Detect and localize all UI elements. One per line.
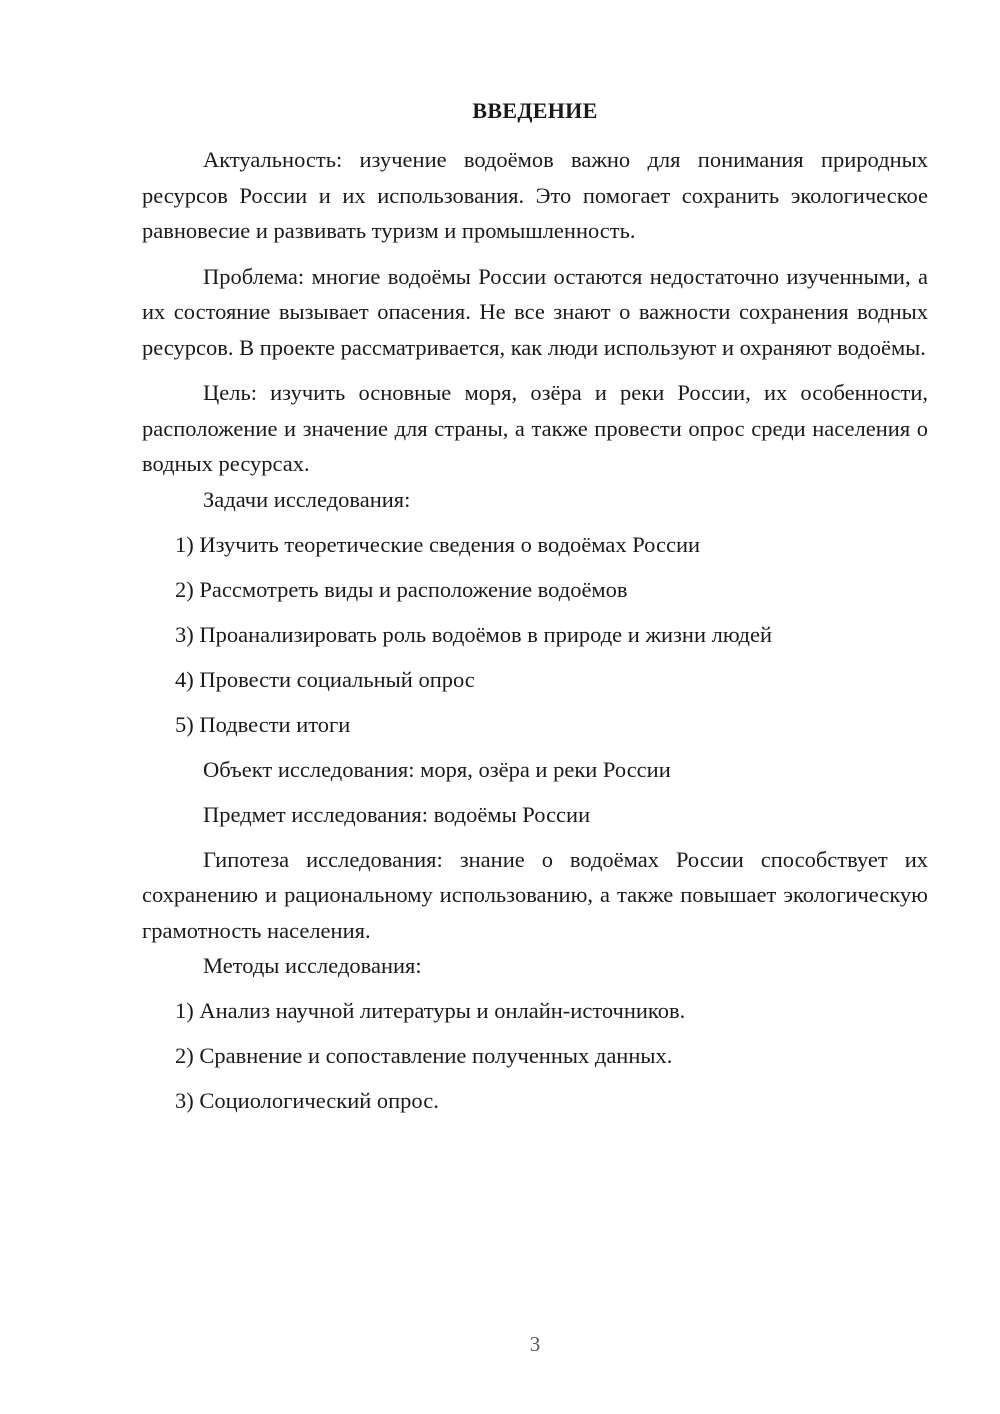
task-item-2: 2) Рассмотреть виды и расположение водоёмов bbox=[175, 576, 628, 602]
task-item-5: 5) Подвести итоги bbox=[175, 711, 351, 737]
section-body bbox=[142, 142, 928, 1118]
method-item-2: 2) Сравнение и сопоставление полученных данных. bbox=[175, 1043, 673, 1068]
task-item-1: 1) Изучить теоретические сведения о водоёмах России bbox=[175, 531, 701, 557]
research-object: Объект исследования: моря, озёра и реки России bbox=[203, 756, 671, 782]
page-number-text: 3 bbox=[529, 1332, 541, 1356]
tasks-heading: Задачи исследования: bbox=[203, 486, 411, 512]
method-item-1: 1) Анализ научной литературы и онлайн-источников. bbox=[175, 998, 686, 1023]
section-title: ВВЕДЕНИЕ bbox=[472, 98, 598, 123]
task-item-3: 3) Проанализировать роль водоёмов в природе и жизни людей bbox=[175, 621, 772, 647]
page-number bbox=[142, 1332, 928, 1357]
goal-paragraph: Цель: изучить основные моря, озёра и реки России, их особенности, расположение и значение для страны, а также провести опрос среди населения о водных ресурсах. bbox=[142, 380, 928, 476]
document-page bbox=[142, 0, 928, 1414]
research-subject: Предмет исследования: водоёмы России bbox=[203, 801, 591, 827]
problem-paragraph: Проблема: многие водоёмы России остаются недостаточно изученными, а их состояние вызывает опасения. Не все знают о важности сохранения водных ресурсов. В проекте рассматривается, как люди используют и охраняют водоёмы. bbox=[142, 263, 928, 360]
task-item-4: 4) Провести социальный опрос bbox=[175, 666, 475, 692]
hypothesis-paragraph: Гипотеза исследования: знание о водоёмах России способствует их сохранению и рациональному использованию, а также повышает экологическую грамотность населения. bbox=[142, 846, 928, 943]
methods-heading: Методы исследования: bbox=[203, 953, 422, 978]
relevance-paragraph: Актуальность: изучение водоёмов важно для понимания природных ресурсов России и их использования. Это помогает сохранить экологическое равновесие и развивать туризм и промышленность. bbox=[142, 147, 928, 243]
method-item-3: 3) Социологический опрос. bbox=[175, 1088, 439, 1113]
